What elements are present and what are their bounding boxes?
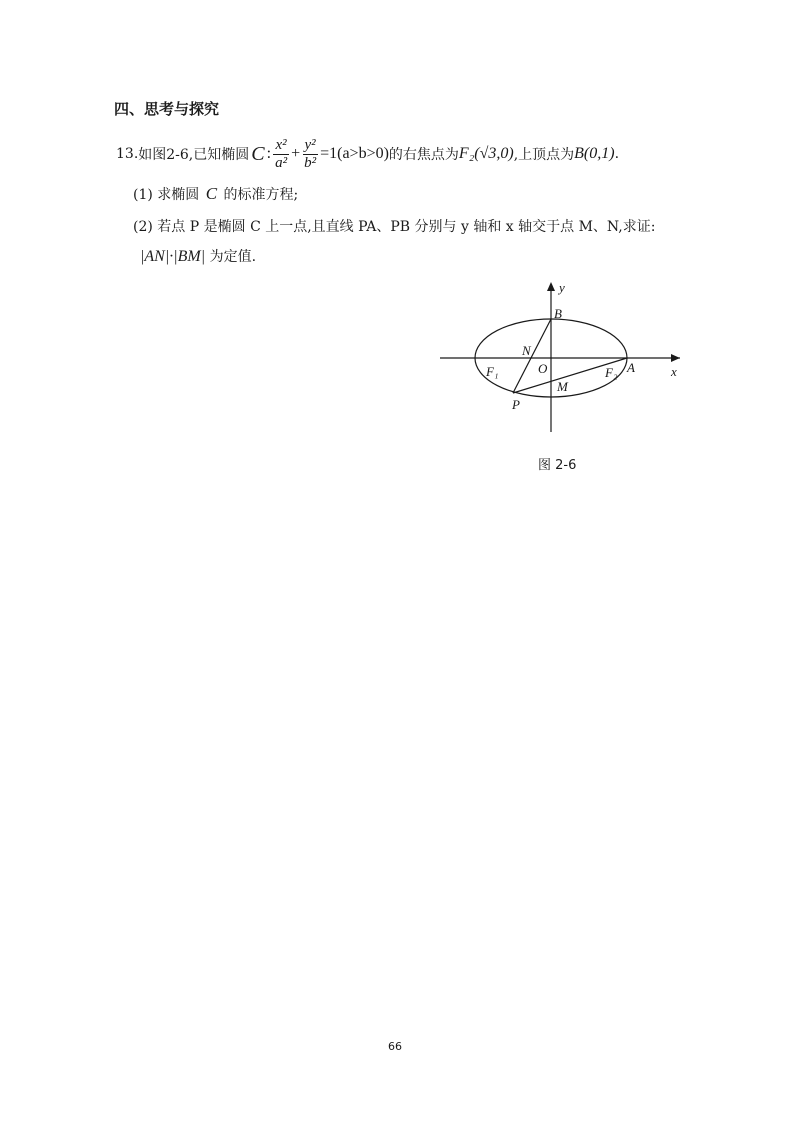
label-x: x (671, 364, 677, 379)
label-f1: F₁ (486, 364, 499, 379)
plus-sign: + (291, 145, 301, 162)
x-axis-arrow-icon (671, 354, 680, 362)
part-2-expression: |AN|·|BM| (140, 248, 206, 265)
ellipse-name: C (251, 142, 265, 165)
label-a: A (627, 360, 635, 375)
fraction-x-denominator: a² (275, 154, 288, 171)
part-1-text-2: 的标准方程; (223, 187, 299, 203)
label-p: P (512, 397, 520, 412)
fraction-y-denominator: b² (304, 154, 317, 171)
fraction-y-numerator: y² (304, 136, 316, 153)
section-title: 四、思考与探究 (114, 100, 220, 118)
label-b: B (554, 306, 562, 321)
question-13-statement (116, 134, 619, 174)
page-number: 66 (388, 1040, 402, 1053)
line-pb (513, 319, 551, 393)
focus-point: F₂(√3,0) (458, 145, 514, 162)
fraction-y (302, 137, 318, 172)
y-axis-arrow-icon (547, 282, 555, 291)
fraction-x-numerator: x² (275, 136, 287, 153)
part-2-text: 若点 P 是椭圆 C 上一点,且直线 PA、PB 分别与 y 轴和 x 轴交于点 M、N,求证: (157, 219, 656, 235)
ellipse-figure (435, 280, 685, 440)
equation-rest: =1(a>b>0) (320, 145, 389, 162)
part-2-label: (2) (133, 219, 153, 235)
fraction-x (273, 137, 289, 172)
label-o: O (538, 361, 548, 376)
vertex-text: ,上顶点为 (513, 147, 575, 163)
figure-caption: 图 2-6 (538, 458, 577, 473)
part-1 (133, 184, 298, 204)
label-y: y (559, 280, 565, 295)
label-f2: F₂ (605, 365, 618, 380)
part-1-ellipse-name: C (205, 184, 218, 203)
part-2-conclusion: 为定值. (209, 249, 257, 265)
part-2 (133, 216, 655, 236)
end-punctuation: . (614, 146, 620, 162)
label-m: M (557, 379, 568, 394)
label-n: N (522, 343, 531, 358)
colon: : (266, 145, 272, 162)
vertex-point: B(0,1) (574, 145, 615, 162)
question-intro: 如图2-6,已知椭圆 (138, 147, 250, 163)
part-1-label: (1) (133, 187, 153, 203)
question-number: 13. (116, 146, 139, 162)
part-2-line-2 (140, 246, 256, 266)
part-1-text: 求椭圆 (157, 187, 200, 203)
focus-text: 的右焦点为 (388, 147, 459, 163)
